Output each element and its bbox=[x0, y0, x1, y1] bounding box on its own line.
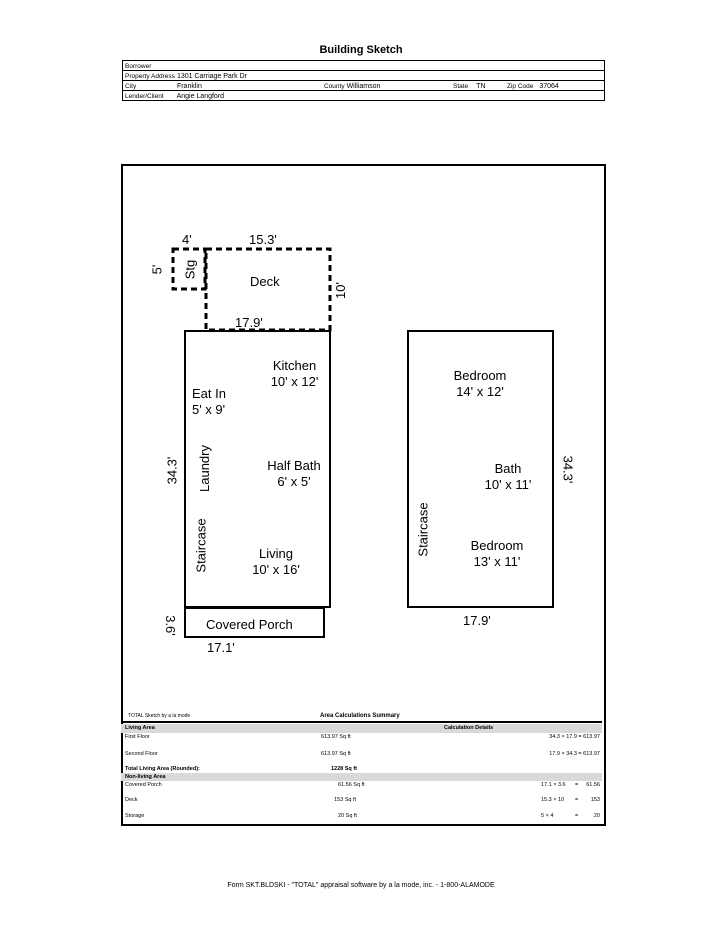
bedroom2-label: Bedroom bbox=[470, 538, 524, 553]
calc-details-label: Calculation Details bbox=[444, 725, 494, 731]
storage-calc-a: 5 × 4 bbox=[541, 813, 554, 819]
porch-area: 61.56 Sq ft bbox=[338, 782, 365, 788]
bedroom1-room bbox=[445, 368, 515, 400]
city-value: Franklin bbox=[176, 83, 202, 90]
first-floor-calc: 34.3 × 17.9 = 613.97 bbox=[549, 734, 600, 740]
bedroom2-room bbox=[464, 538, 530, 570]
deck-calc-b: 153 bbox=[590, 797, 600, 803]
software-note: TOTAL Sketch by a la mode bbox=[128, 713, 191, 719]
living-room bbox=[245, 546, 307, 578]
address-value: 1301 Carriage Park Dr bbox=[176, 73, 247, 80]
living-area-header bbox=[121, 724, 602, 733]
deck-width-label: 15.3' bbox=[249, 232, 277, 247]
total-living-label: Total Living Area (Rounded): bbox=[125, 766, 200, 772]
porch-name: Covered Porch bbox=[125, 782, 162, 788]
kitchen-room bbox=[262, 358, 327, 390]
porch-calc-b: 61.56 bbox=[586, 782, 600, 788]
staircase-first-label: Staircase bbox=[193, 518, 209, 573]
total-living-value: 1228 Sq ft bbox=[331, 766, 357, 772]
bedroom2-size: 13' x 11' bbox=[473, 554, 521, 569]
living-area-label: Living Area bbox=[125, 725, 155, 731]
lender-label: Lender/Client bbox=[125, 93, 164, 100]
halfbath-room bbox=[260, 458, 328, 490]
page-title: Building Sketch bbox=[319, 44, 403, 56]
nonliving-label: Non-living Area bbox=[125, 774, 166, 780]
storage-calc-eq: = bbox=[575, 813, 579, 819]
porch-width-label: 17.1' bbox=[207, 640, 235, 655]
second-floor-bottom-label: 17.9' bbox=[463, 613, 491, 628]
storage-label: Stg bbox=[182, 259, 198, 280]
county-value: Williamson bbox=[346, 83, 381, 90]
state-value: TN bbox=[476, 83, 486, 90]
eatin-label: Eat In bbox=[192, 386, 226, 401]
borrower-label: Borrower bbox=[125, 63, 152, 70]
first-floor-top-label: 17.9' bbox=[235, 315, 263, 330]
deck-outline bbox=[206, 249, 330, 330]
living-size: 10' x 16' bbox=[252, 562, 300, 577]
deck-height-label: 10' bbox=[332, 282, 348, 299]
storage-width-label: 4' bbox=[182, 232, 192, 247]
zip-value: 37064 bbox=[539, 83, 559, 90]
first-floor-side-label: 34.3' bbox=[164, 456, 180, 485]
second-floor-area: 613.97 Sq ft bbox=[321, 751, 351, 757]
bath-size: 10' x 11' bbox=[484, 477, 532, 492]
porch-height-label: 3.6' bbox=[162, 615, 178, 636]
first-floor-area: 613.97 Sq ft bbox=[321, 734, 351, 740]
kitchen-size: 10' x 12' bbox=[270, 374, 319, 389]
living-label: Living bbox=[259, 546, 293, 561]
first-floor-name: First Floor bbox=[125, 734, 150, 740]
lender-value: Angie Langford bbox=[176, 93, 225, 100]
eatin-room bbox=[192, 386, 226, 418]
second-floor-side-label: 34.3' bbox=[560, 455, 576, 484]
second-floor-calc: 17.9 × 34.3 = 613.97 bbox=[549, 751, 600, 757]
footer-text: Form SKT.BLDSKI - "TOTAL" appraisal software by a la mode, inc. - 1-800-ALAMODE bbox=[227, 882, 495, 889]
summary-box bbox=[121, 721, 602, 824]
porch-label: Covered Porch bbox=[206, 617, 293, 632]
zip-label: Zip Code bbox=[507, 83, 534, 90]
storage-area: 20 Sq ft bbox=[338, 813, 357, 819]
deck-label: Deck bbox=[250, 274, 280, 289]
porch-calc-eq: = bbox=[575, 782, 579, 788]
deck-area: 153 Sq ft bbox=[334, 797, 357, 803]
storage-calc-b: 20 bbox=[593, 813, 600, 819]
porch-calc-a: 17.1 × 3.6 bbox=[541, 782, 566, 788]
bedroom1-label: Bedroom bbox=[453, 368, 507, 383]
deck-calc-a: 15.3 × 10 bbox=[541, 797, 565, 803]
bath-room bbox=[478, 461, 538, 493]
summary-title: Area Calculations Summary bbox=[320, 713, 400, 719]
storage-height-label: 5' bbox=[149, 264, 165, 275]
county-label: County bbox=[324, 83, 345, 90]
halfbath-size: 6' x 5' bbox=[277, 474, 311, 489]
bath-label: Bath bbox=[494, 461, 522, 476]
kitchen-label: Kitchen bbox=[272, 358, 317, 373]
staircase-second-label: Staircase bbox=[415, 502, 431, 557]
deck-calc-eq: = bbox=[575, 797, 579, 803]
storage-name: Storage bbox=[125, 813, 145, 819]
halfbath-label: Half Bath bbox=[267, 458, 321, 473]
bedroom1-size: 14' x 12' bbox=[456, 384, 504, 399]
address-label: Property Address bbox=[125, 73, 175, 80]
state-label: State bbox=[453, 83, 469, 90]
city-label: City bbox=[125, 83, 137, 90]
deck-name: Deck bbox=[125, 797, 138, 803]
nonliving-header bbox=[121, 773, 602, 781]
second-floor-name: Second Floor bbox=[125, 751, 158, 757]
laundry-label: Laundry bbox=[196, 445, 212, 492]
eatin-size: 5' x 9' bbox=[192, 402, 226, 417]
